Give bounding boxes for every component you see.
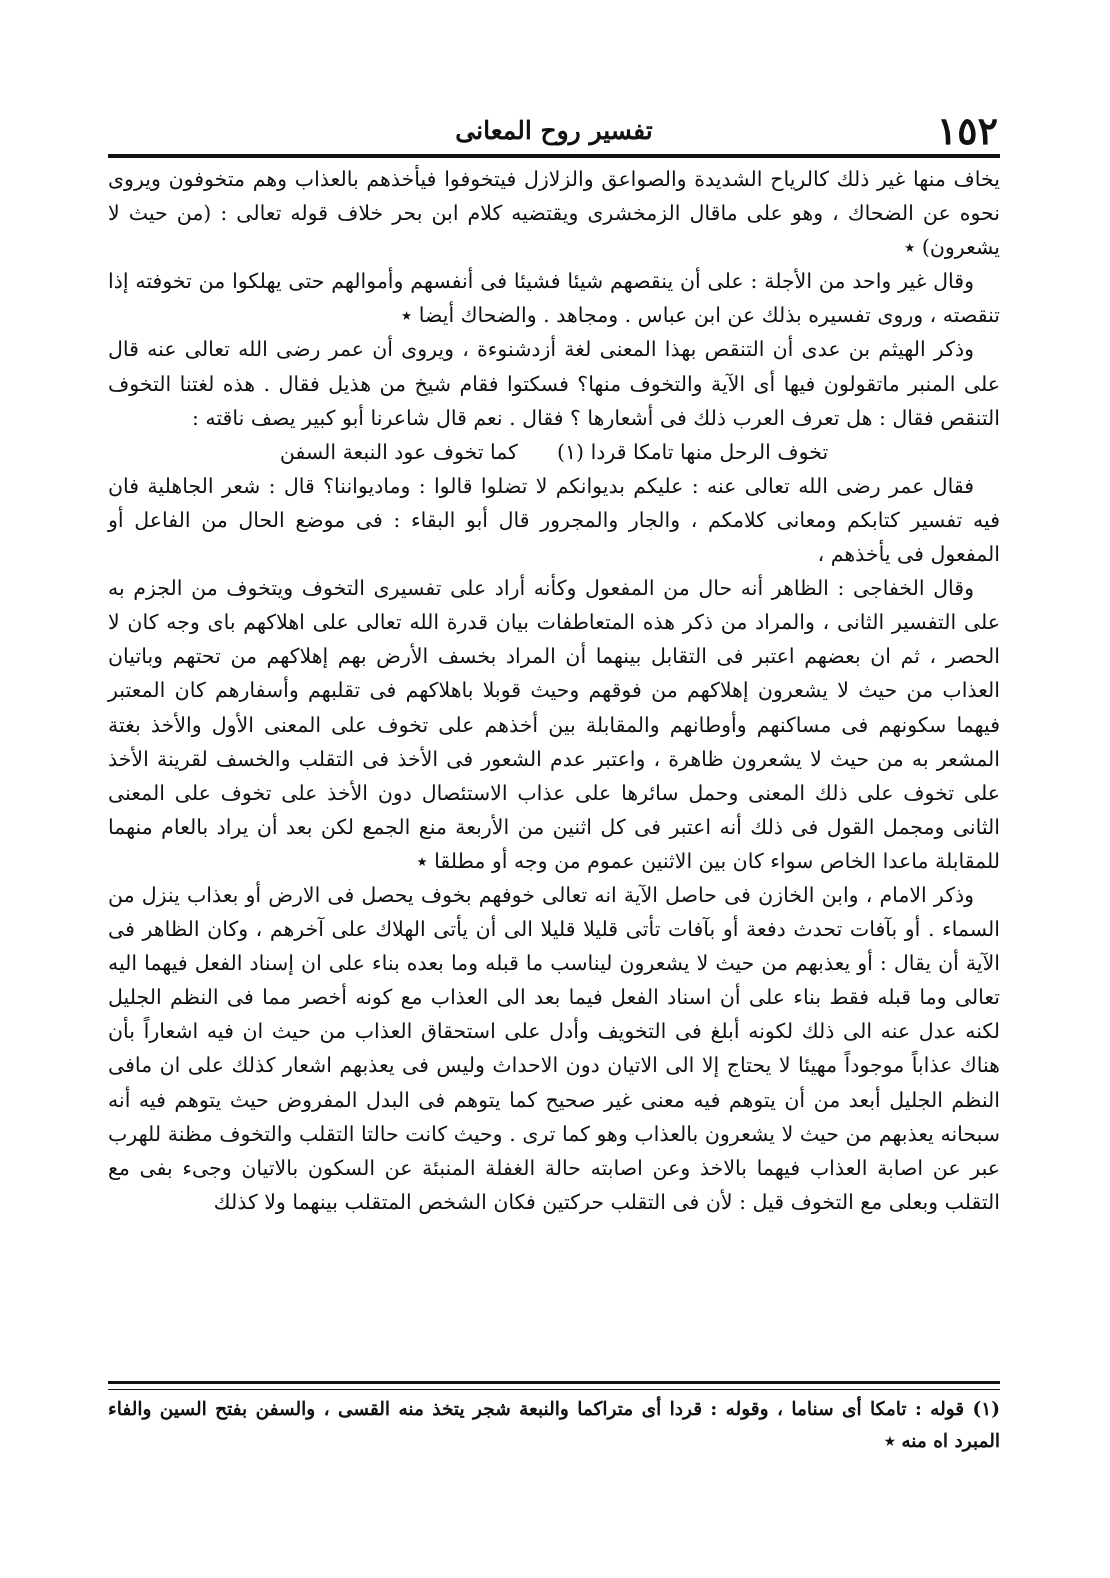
page-number: ١٥٢ [936, 108, 998, 153]
paragraph: فقال عمر رضى الله تعالى عنه : عليكم بديوانكم لا تضلوا قالوا : وماديواننا؟ قال : شعر الجاهلية فان فيه تفسير كتابكم ومعانى كلامكم ، والجار والمجرور قال أبو البقاء : فى موضع الحال من الفاعل أو المفعول فى يأخذهم ، [108, 473, 1000, 567]
footnote [108, 1394, 1000, 1458]
verse-line [108, 435, 1000, 469]
page-header [108, 104, 1000, 154]
verse-first-hemistich: تخوف الرحل منها تامكا قردا [590, 439, 829, 464]
paragraph: وقال الخفاجى : الظاهر أنه حال من المفعول وكأنه أراد على تفسيرى التخوف ويتخوف من الجزم به على التفسير الثانى ، والمراد من ذكر هذه المتعاطفات بيان قدرة الله تعالى على اهلاكهم باى وجه كان لا الحصر ، ثم ان بعضهم اعتبر فى التقابل بينهما أن المراد بخسف الأرض بهم إهلاكهم من تحتهم وباتيان العذاب من حيث لا يشعرون إهلاكهم من فوقهم وحيث قوبلا باهلاكهم فى تقلبهم وأسفارهم كان المعتبر فيهما سكونهم فى مساكنهم وأوطانهم والمقابلة بين أخذهم على تخوف على المعنى الأول والأخذ بغتة المشعر به من حيث لا يشعرون ظاهرة ، واعتبر عدم الشعور فى الأخذ فى التقلب والخسف لقرينة الأخذ على تخوف على ذلك المعنى وحمل سائرها على عذاب الاستئصال دون الأخذ على تخوف على المعنى الثانى ومجمل القول فى ذلك أنه اعتبر فى كل اثنين من الأربعة منع الجمع لكن بعد أن يراد بالعام منهما للمقابلة ماعدا الخاص سواء كان بين الاثنين عموم من وجه أو مطلقا ٭ [108, 576, 1000, 873]
running-title: تفسير روح المعانى [455, 116, 653, 145]
footnote-rule [108, 1381, 1000, 1390]
main-text [108, 162, 1000, 1219]
paragraph: وذكر الهيثم بن عدى أن التنقص بهذا المعنى لغة أزدشنوءة ، ويروى أن عمر رضى الله تعالى عنه قال على المنبر ماتقولون فيها أى الآية والتخوف منها؟ فسكتوا فقام شيخ من هذيل فقال . هذه لغتنا التخوف التنقص فقال : هل تعرف العرب ذلك فى أشعارها ؟ فقال . نعم قال شاعرنا أبو كبير يصف ناقته : [108, 337, 1000, 430]
paragraph: وذكر الامام ، وابن الخازن فى حاصل الآية انه تعالى خوفهم بخوف يحصل فى الارض أو بعذاب ينزل من السماء . أو بآفات تحدث دفعة أو بآفات تأتى قليلا قليلا الى أن يأتى الهلاك على آخرهم ، وكان الظاهر فى الآية أن يقال : أو يعذبهم من حيث لا يشعرون ليناسب ما قبله وما بعده بناء على ان إسناد الفعل فيهما اليه تعالى وما قبله فقط بناء على أن اسناد الفعل فيما بعد الى العذاب مع كونه أخصر مما فى النظم الجليل لكنه عدل عنه الى ذلك لكونه أبلغ فى التخويف وأدل على استحقاق العذاب من حيث ان فيه اشعاراً بأن هناك عذاباً موجوداً مهيئا لا يحتاج إلا الى الاتيان دون الاحداث وليس فى يعذبهم اشعار كذلك على ان مافى النظم الجليل أبعد من أن يتوهم فيه معنى غير صحيح كما يتوهم فى البدل المفروض حيث يتوهم فيه أنه سبحانه يعذبهم من حيث لا يشعرون بالعذاب وهو كما ترى . وحيث كانت حالتا التقلب والتخوف مظنة للهرب عبر عن اصابة العذاب فيهما بالاخذ وعن اصابته حالة الغفلة المنبئة عن السكون بالاتيان وجىء بفى مع التقلب وبعلى مع التخوف قيل : لأن فى التقلب حركتين فكان الشخص المتقلب بينهما ولا كذلك [108, 882, 1000, 1214]
footnote-text: (١) قوله : تامكا أى سناما ، وقوله : قردا أى متراكما والنبعة شجر يتخذ منه القسى ، والسفن بفتح السين والفاء المبرد اه منه ٭ [108, 1399, 1000, 1452]
paragraph: يخاف منها غير ذلك كالرياح الشديدة والصواعق والزلازل فيتخوفوا فيأخذهم بالعذاب وهم متخوفون ويروى نحوه عن الضحاك ، وهو على ماقال الزمخشرى ويقتضيه كلام ابن بحر خلاف قوله تعالى : (من حيث لا يشعرون) ٭ [108, 167, 1000, 260]
footnote-marker: (١) [557, 439, 585, 464]
paragraph: وقال غير واحد من الأجلة : على أن ينقصهم شيئا فشيئا فى أنفسهم وأموالهم حتى يهلكوا من تخوفته إذا تنقصته ، وروى تفسيره بذلك عن ابن عباس . ومجاهد . والضحاك أيضا ٭ [108, 269, 1000, 328]
verse-second-hemistich: كما تخوف عود النبعة السفن [279, 439, 518, 464]
header-rule [108, 154, 1000, 158]
